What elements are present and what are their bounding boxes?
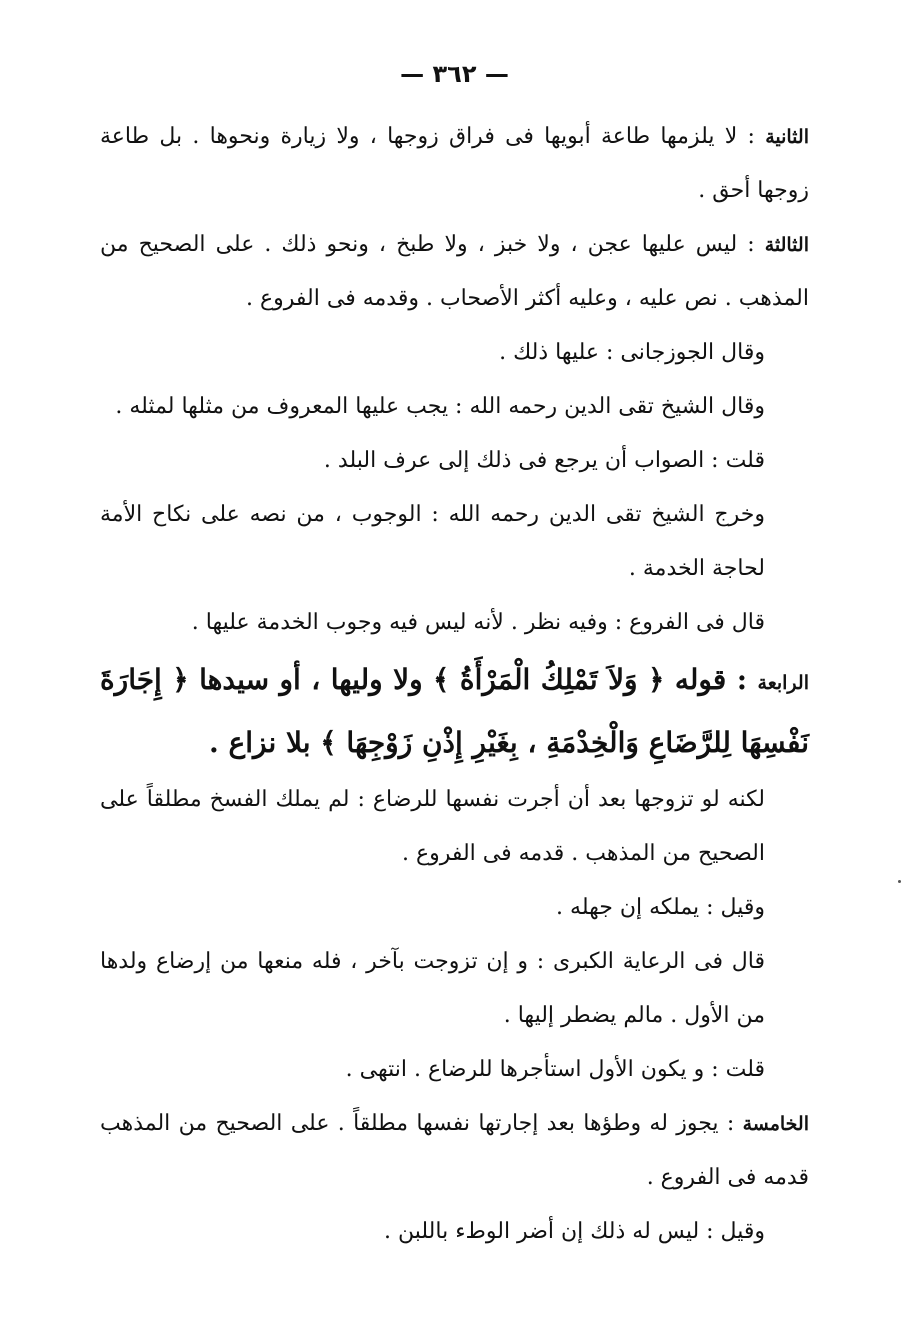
paragraph xyxy=(100,218,809,326)
paragraph-text: وقيل : يملكه إن جهله . xyxy=(556,895,765,920)
paragraph-text: : قوله ﴿ وَلاَ تَمْلِكُ الْمَرْأَةُ ﴾ ولا وليها ، أو سيدها ﴿ إِجَارَةَ نَفْسِهَا لِلرَّضَاعِ وَالْخِدْمَةِ ، بِغَيْرِ إِذْنِ زَوْجِهَا ﴾ بلا نزاع . xyxy=(100,663,809,759)
paragraph-text: وخرج الشيخ تقى الدين رحمه الله : الوجوب ، من نصه على نكاح الأمة لحاجة الخدمة . xyxy=(100,502,765,581)
paragraph xyxy=(100,1205,809,1259)
paragraph-heading-term: الرابعة xyxy=(757,672,809,694)
paragraph xyxy=(100,773,809,881)
paragraph xyxy=(100,380,809,434)
paragraph-text: لكنه لو تزوجها بعد أن أجرت نفسها للرضاع : لم يملك الفسخ مطلقاً على الصحيح من المذهب . قدمه فى الفروع . xyxy=(100,787,765,866)
body-text xyxy=(100,110,809,1259)
paragraph xyxy=(100,881,809,935)
paragraph xyxy=(100,110,809,218)
paragraph xyxy=(100,326,809,380)
paragraph xyxy=(100,650,809,773)
paragraph-text: : ليس عليها عجن ، ولا خبز ، ولا طبخ ، ونحو ذلك . على الصحيح من المذهب . نص عليه ، وعليه أكثر الأصحاب . وقدمه فى الفروع . xyxy=(100,232,809,311)
paragraph-text: قلت : الصواب أن يرجع فى ذلك إلى عرف البلد . xyxy=(323,448,765,473)
paragraph-text: قلت : و يكون الأول استأجرها للرضاع . انتهى . xyxy=(345,1057,765,1082)
paragraph-text: قال فى الفروع : وفيه نظر . لأنه ليس فيه وجوب الخدمة عليها . xyxy=(191,610,765,635)
paragraph-text: وقال الشيخ تقى الدين رحمه الله : يجب عليها المعروف من مثلها لمثله . xyxy=(115,394,765,419)
paragraph-heading-term: الثانية xyxy=(765,126,809,148)
paragraph-text: : لا يلزمها طاعة أبويها فى فراق زوجها ، ولا زيارة ونحوها . بل طاعة زوجها أحق . xyxy=(100,124,809,203)
paragraph xyxy=(100,935,809,1043)
paragraph xyxy=(100,1097,809,1205)
paragraph-heading-term: الثالثة xyxy=(764,234,809,256)
paragraph-text: وقال الجوزجانى : عليها ذلك . xyxy=(499,340,765,365)
paragraph xyxy=(100,1043,809,1097)
paragraph xyxy=(100,434,809,488)
paragraph-heading-term: الخامسة xyxy=(742,1113,809,1135)
paragraph-text: قال فى الرعاية الكبرى : و إن تزوجت بآخر ، فله منعها من إرضاع ولدها من الأول . مالم يضطر إليها . xyxy=(100,949,765,1028)
page-number: — ٣٦٢ — xyxy=(400,60,509,88)
paragraph-text: : يجوز له وطؤها بعد إجارتها نفسها مطلقاً . على الصحيح من المذهب قدمه فى الفروع . xyxy=(100,1111,809,1190)
paragraph xyxy=(100,596,809,650)
paragraph-text: وقيل : ليس له ذلك إن أضر الوطء باللبن . xyxy=(384,1219,765,1244)
scan-speck xyxy=(898,880,901,883)
paragraph xyxy=(100,488,809,596)
